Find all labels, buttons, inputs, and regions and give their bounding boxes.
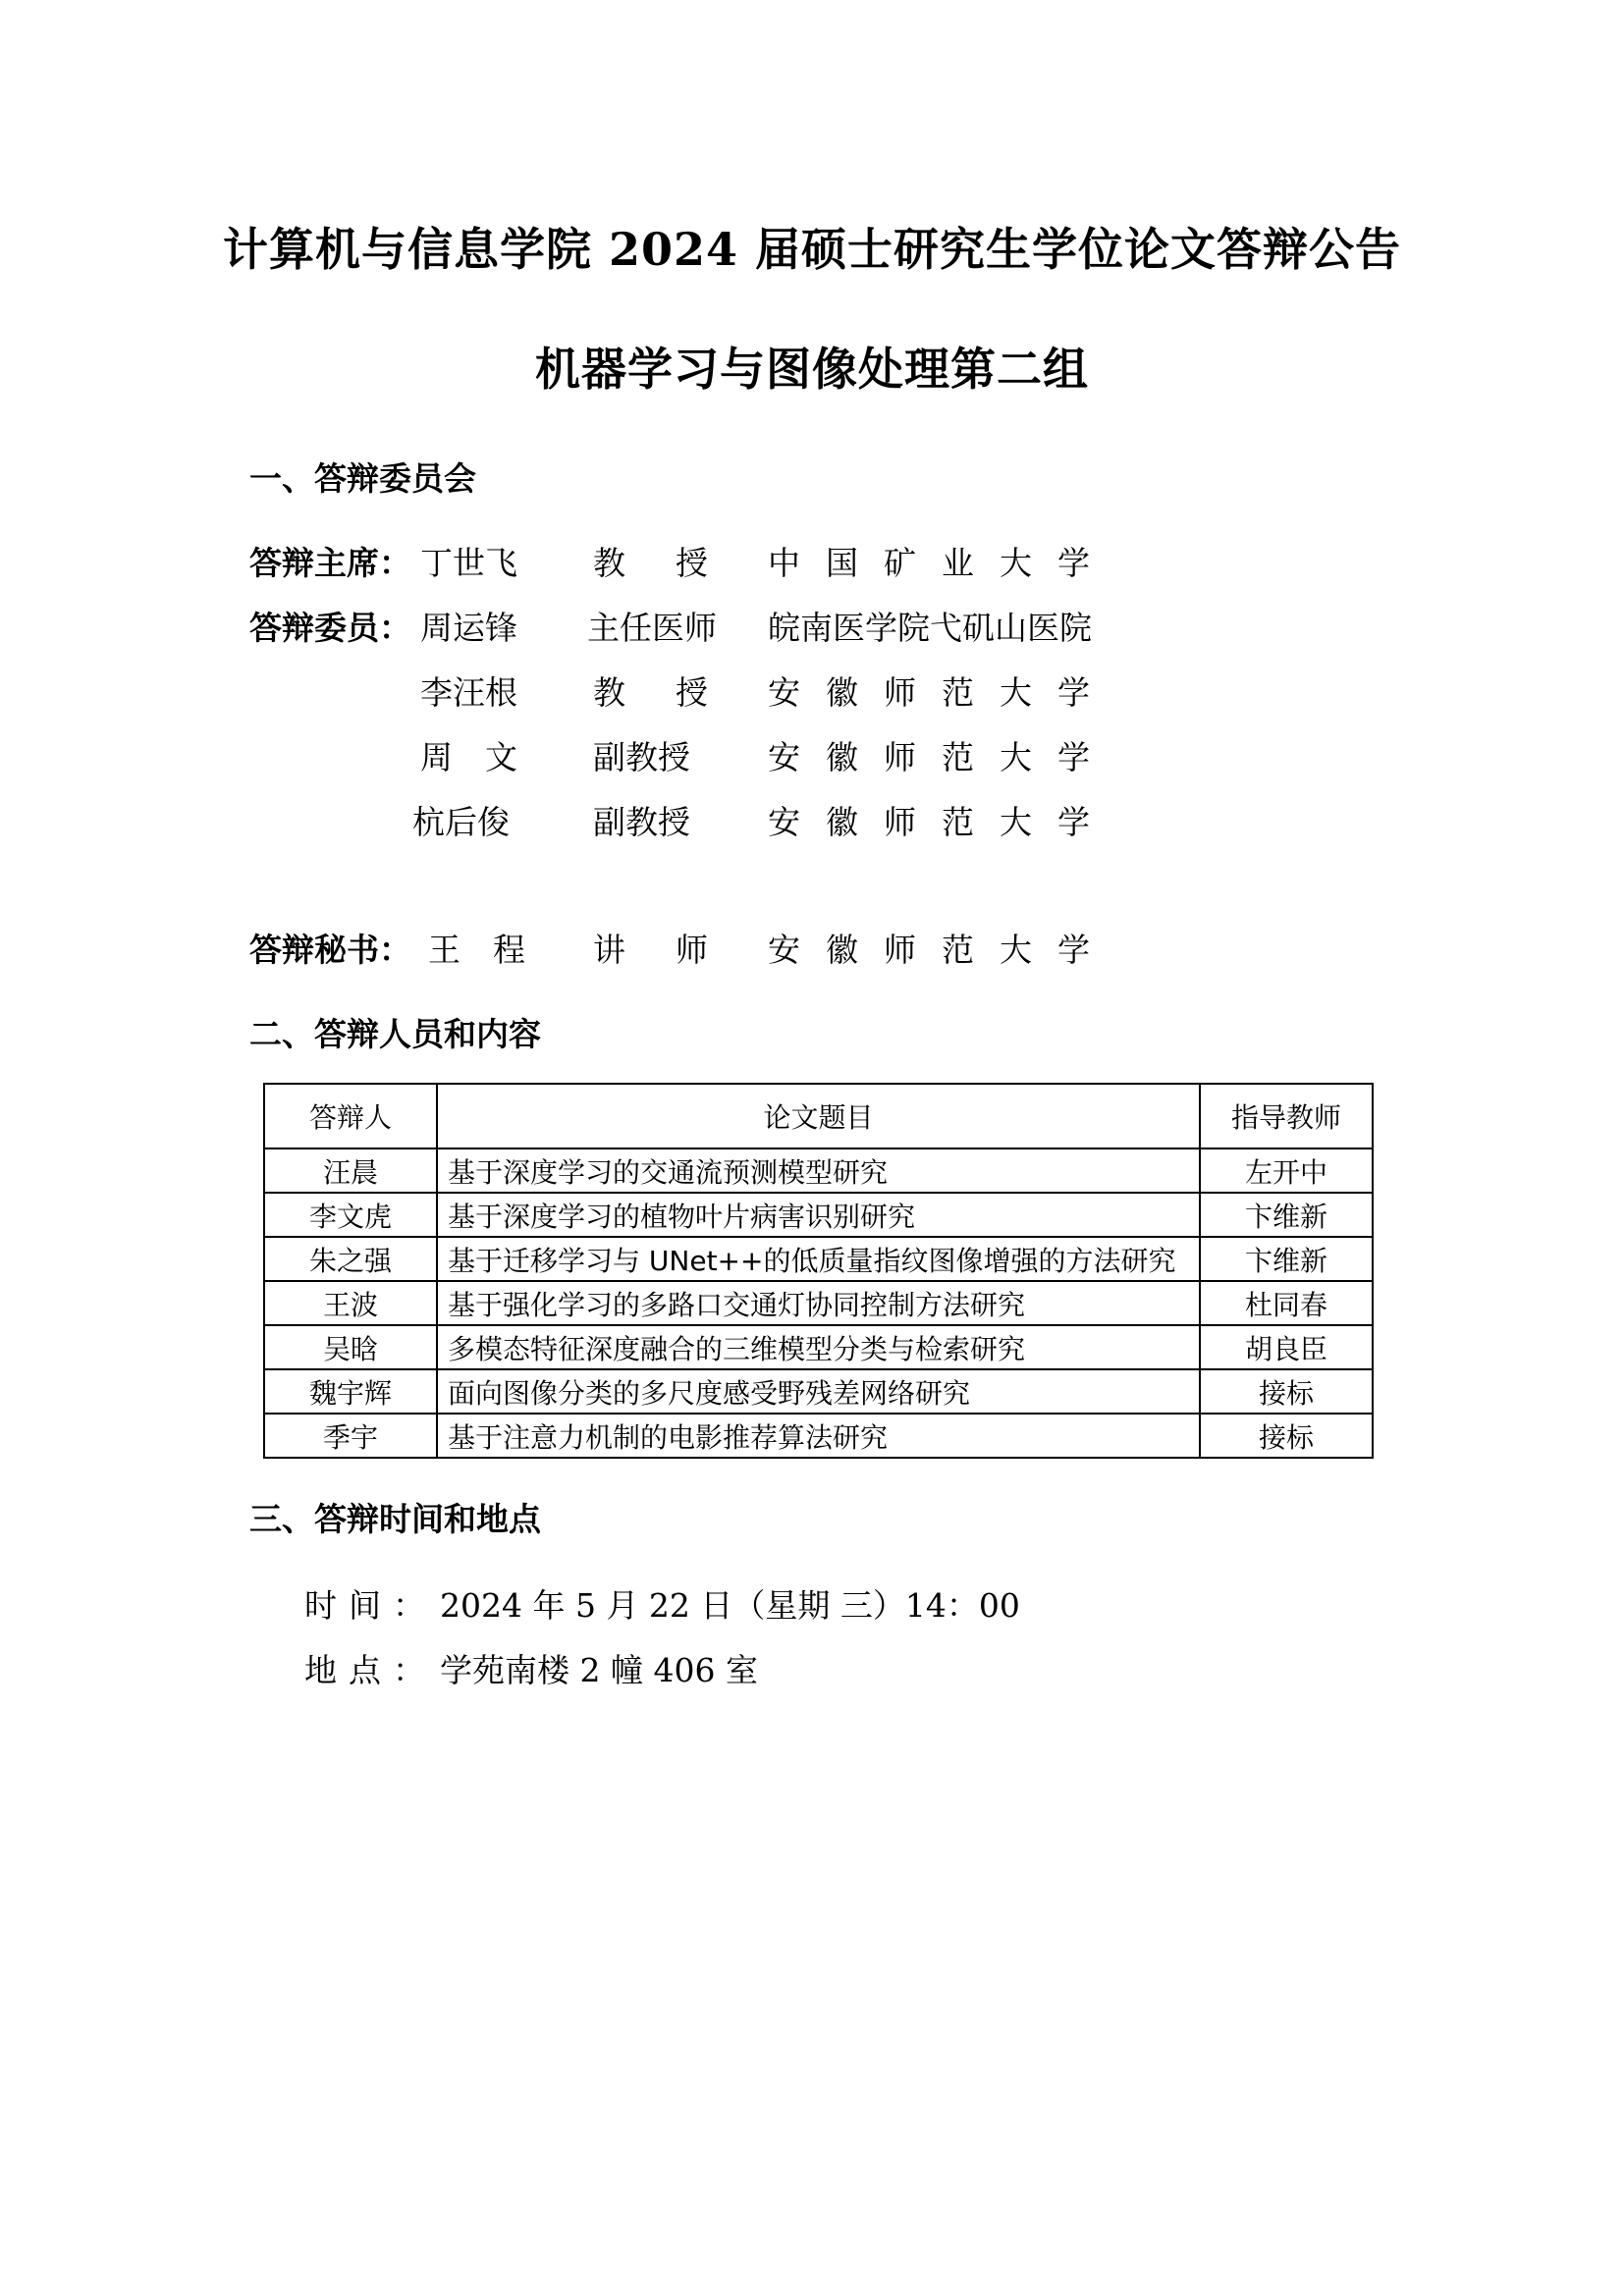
chair-institution: 中国矿业大学 bbox=[768, 544, 1115, 582]
member-rank: 教 授 bbox=[593, 673, 717, 712]
candidate-name: 魏宇辉 bbox=[264, 1369, 437, 1414]
time-label: 时间： bbox=[304, 1586, 437, 1625]
advisor-name: 胡良臣 bbox=[1200, 1325, 1373, 1369]
member-name: 杭后俊 bbox=[412, 803, 510, 841]
place-label: 地点： bbox=[304, 1651, 437, 1689]
member-institution: 安徽师范大学 bbox=[768, 738, 1115, 776]
table-row bbox=[264, 1414, 1373, 1458]
advisor-name: 接标 bbox=[1200, 1369, 1373, 1414]
thesis-title: 多模态特征深度融合的三维模型分类与检索研究 bbox=[437, 1325, 1200, 1369]
thesis-title: 基于深度学习的植物叶片病害识别研究 bbox=[437, 1193, 1200, 1237]
page-title: 计算机与信息学院 2024 届硕士研究生学位论文答辩公告 bbox=[222, 223, 1402, 276]
table-row bbox=[264, 1281, 1373, 1325]
time-place-heading: 三、答辩时间和地点 bbox=[249, 1500, 541, 1538]
candidate-name: 吴晗 bbox=[264, 1325, 437, 1369]
candidate-name: 季宇 bbox=[264, 1414, 437, 1458]
time-value: 2024 年 5 月 22 日（星期 三）14：00 bbox=[440, 1586, 1020, 1625]
secretary-rank: 讲 师 bbox=[593, 931, 717, 969]
group-title: 机器学习与图像处理第二组 bbox=[535, 343, 1089, 396]
secretary-institution: 安徽师范大学 bbox=[768, 931, 1115, 969]
table-row bbox=[264, 1148, 1373, 1193]
thesis-title: 基于迁移学习与 UNet++的低质量指纹图像增强的方法研究 bbox=[437, 1237, 1200, 1281]
member-rank: 副教授 bbox=[593, 738, 690, 776]
candidate-name: 李文虎 bbox=[264, 1193, 437, 1237]
candidate-name: 汪晨 bbox=[264, 1148, 437, 1193]
advisor-name: 卞维新 bbox=[1200, 1237, 1373, 1281]
chair-label: 答辩主席： bbox=[249, 544, 411, 582]
advisor-name: 杜同春 bbox=[1200, 1281, 1373, 1325]
advisor-name: 左开中 bbox=[1200, 1148, 1373, 1193]
thesis-title: 基于注意力机制的电影推荐算法研究 bbox=[437, 1414, 1200, 1458]
candidates-table bbox=[263, 1083, 1374, 1459]
table-row bbox=[264, 1193, 1373, 1237]
member-institution: 皖南医学院弋矶山医院 bbox=[768, 609, 1092, 647]
column-header: 论文题目 bbox=[437, 1084, 1200, 1148]
member-rank: 主任医师 bbox=[587, 609, 717, 647]
table-row bbox=[264, 1237, 1373, 1281]
chair-rank: 教 授 bbox=[593, 544, 717, 582]
table-row bbox=[264, 1325, 1373, 1369]
committee-heading: 一、答辩委员会 bbox=[249, 459, 476, 498]
column-header: 指导教师 bbox=[1200, 1084, 1373, 1148]
time-line bbox=[304, 1580, 1020, 1627]
place-line bbox=[304, 1645, 758, 1691]
member-rank: 副教授 bbox=[593, 803, 690, 841]
secretary-label: 答辩秘书： bbox=[249, 931, 411, 969]
candidates-heading: 二、答辩人员和内容 bbox=[249, 1015, 541, 1053]
candidate-name: 朱之强 bbox=[264, 1237, 437, 1281]
advisor-name: 卞维新 bbox=[1200, 1193, 1373, 1237]
thesis-title: 面向图像分类的多尺度感受野残差网络研究 bbox=[437, 1369, 1200, 1414]
candidate-name: 王波 bbox=[264, 1281, 437, 1325]
table-header-row bbox=[264, 1084, 1373, 1148]
thesis-title: 基于强化学习的多路口交通灯协同控制方法研究 bbox=[437, 1281, 1200, 1325]
column-header: 答辩人 bbox=[264, 1084, 437, 1148]
chair-name: 丁世飞 bbox=[420, 544, 517, 582]
members-label: 答辩委员： bbox=[249, 609, 411, 647]
thesis-title: 基于深度学习的交通流预测模型研究 bbox=[437, 1148, 1200, 1193]
member-name: 周运锋 bbox=[420, 609, 517, 647]
place-value: 学苑南楼 2 幢 406 室 bbox=[440, 1651, 758, 1689]
advisor-name: 接标 bbox=[1200, 1414, 1373, 1458]
member-institution: 安徽师范大学 bbox=[768, 673, 1115, 712]
table-row bbox=[264, 1369, 1373, 1414]
secretary-name: 王 程 bbox=[428, 931, 525, 969]
member-name: 周 文 bbox=[420, 738, 517, 776]
member-institution: 安徽师范大学 bbox=[768, 803, 1115, 841]
member-name: 李汪根 bbox=[420, 673, 517, 712]
